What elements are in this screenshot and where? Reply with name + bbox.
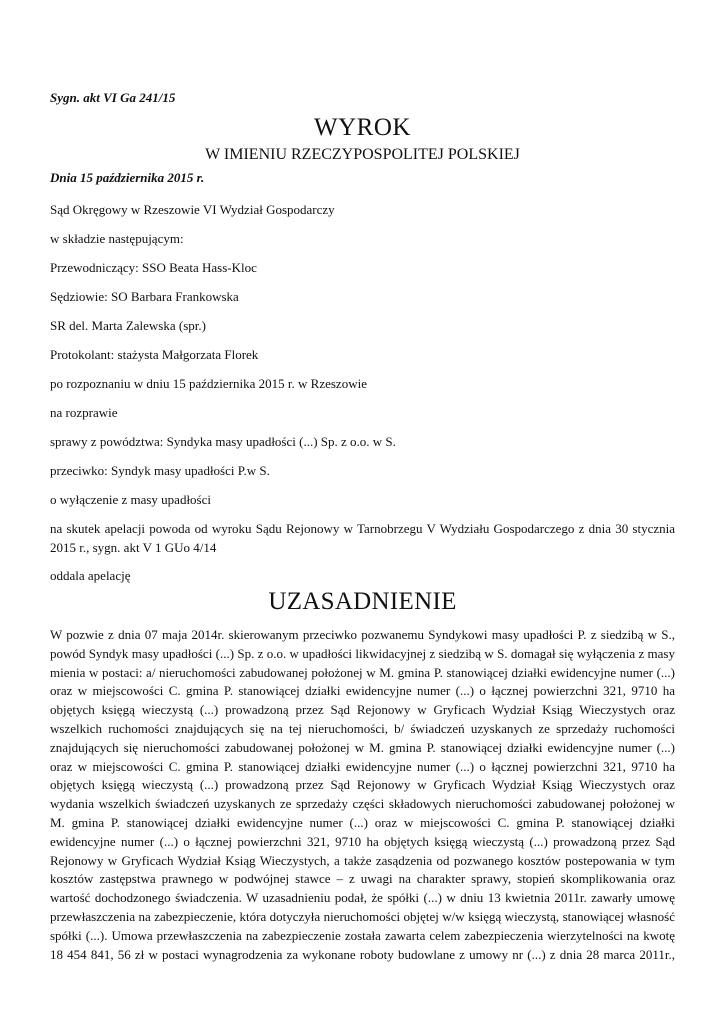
hearing-type: na rozprawie — [50, 405, 118, 420]
delegated-judge: SR del. Marta Zalewska (spr.) — [50, 318, 206, 333]
appeal-paragraph: na skutek apelacji powoda od wyroku Sądu Rejonowy w Tarnobrzegu V Wydziału Gospodarczego z dnia 30 stycznia 2015 r., sygn. akt V 1 GUo 4/14 — [50, 521, 675, 555]
case-signature: Sygn. akt VI Ga 241/15 — [50, 90, 176, 105]
hearing-date: po rozpoznaniu w dniu 15 października 2015 r. w Rzeszowie — [50, 376, 367, 391]
verdict-date: Dnia 15 października 2015 r. — [50, 170, 205, 185]
justification-title: UZASADNIENIE — [268, 588, 457, 615]
panel-intro: w składzie następującym: — [50, 231, 184, 246]
court-clerk: Protokolant: stażysta Małgorzata Florek — [50, 347, 259, 362]
justification-body: W pozwie z dnia 07 maja 2014r. skierowanym przeciwko pozwanemu Syndykowi masy upadłości P. z siedzibą w S., powód Syndyk masy upadłości (...) Sp. z o.o. w upadłości likwidacyjnej z siedzibą w S. domagał się wyłączenia z masy mienia w postaci: a/ nieruchomości zabudowanej położonej w M. gmina P. stanowiącej działki ewidencyjne numer (...) oraz w miejscowości C. gmina P. stanowiącej działki ewidencyjne numer (...) o łącznej powierzchni 321, 9710 ha objętych księgą wieczystą (...) prowadzoną przez Sąd Rejonowy w Gryficach Wydział Ksiąg Wieczystych oraz wszelkich ruchomości znajdujących się na tej nieruchomości, b/ świadczeń uzyskanych ze sprzedaży ruchomości znajdujących się nieruchomości zabudowanej położonej w M. gmina P. stanowiącej działki ewidencyjne numer (...) oraz w miejscowości C. gmina P. stanowiącej działki ewidencyjne numer (...) o łącznej powierzchni 321, 9710 ha objętych księgą wieczystą (...) prowadzoną przez Sąd Rejonowy w Gryficach Wydział Ksiąg Wieczystych oraz wydania wszelkich świadczeń uzyskanych ze sprzedaży części składowych nieruchomości zabudowanej położonej w M. gmina P. stanowiącej działki ewidencyjne numer (...) oraz w miejscowości C. gmina P. stanowiącej działki ewidencyjne numer (...) o łącznej powierzchni 321, 9710 ha objętych księgą wieczystą (...) prowadzoną przez Sąd Rejonowy w Gryficach Wydział Ksiąg Wieczystych, a także zasądzenia od pozwanego kosztów postepowania w tym kosztów zastępstwa prawnego w podwójnej stawce – z uwagi na charakter sprawy, stopień skomplikowania oraz wartość dochodzonego świadczenia. W uzasadnieniu podał, że spółki (...) w dniu 13 kwietnia 2011r. zawarły umowę przewłaszczenia na zabezpieczenie, która dotyczyła nieruchomości objętej w/w księgą wieczystą, stanowiącej własność spółki (...). Umowa przewłaszczenia na zabezpieczenie została zawarta celem zabezpieczenia wierzytelności na kwotę 18 454 841, 56 zł w postaci wynagrodzenia za wykonane roboty budowlane z umowy nr (...) z dnia 28 marca 2011r., — [50, 627, 675, 962]
plaintiff: sprawy z powództwa: Syndyka masy upadłości (...) Sp. z o.o. w S. — [50, 434, 396, 449]
defendant: przeciwko: Syndyk masy upadłości P.w S. — [50, 463, 270, 478]
verdict-text: oddala apelację — [50, 568, 131, 583]
document-title: WYROK — [314, 114, 411, 141]
judges: Sędziowie: SO Barbara Frankowska — [50, 289, 239, 304]
court-name: Sąd Okręgowy w Rzeszowie VI Wydział Gospodarczy — [50, 202, 335, 217]
presiding-judge: Przewodniczący: SSO Beata Hass-Kloc — [50, 260, 257, 275]
claim-subject: o wyłączenie z masy upadłości — [50, 492, 211, 507]
document-subtitle: W IMIENIU RZECZYPOSPOLITEJ POLSKIEJ — [205, 146, 520, 163]
